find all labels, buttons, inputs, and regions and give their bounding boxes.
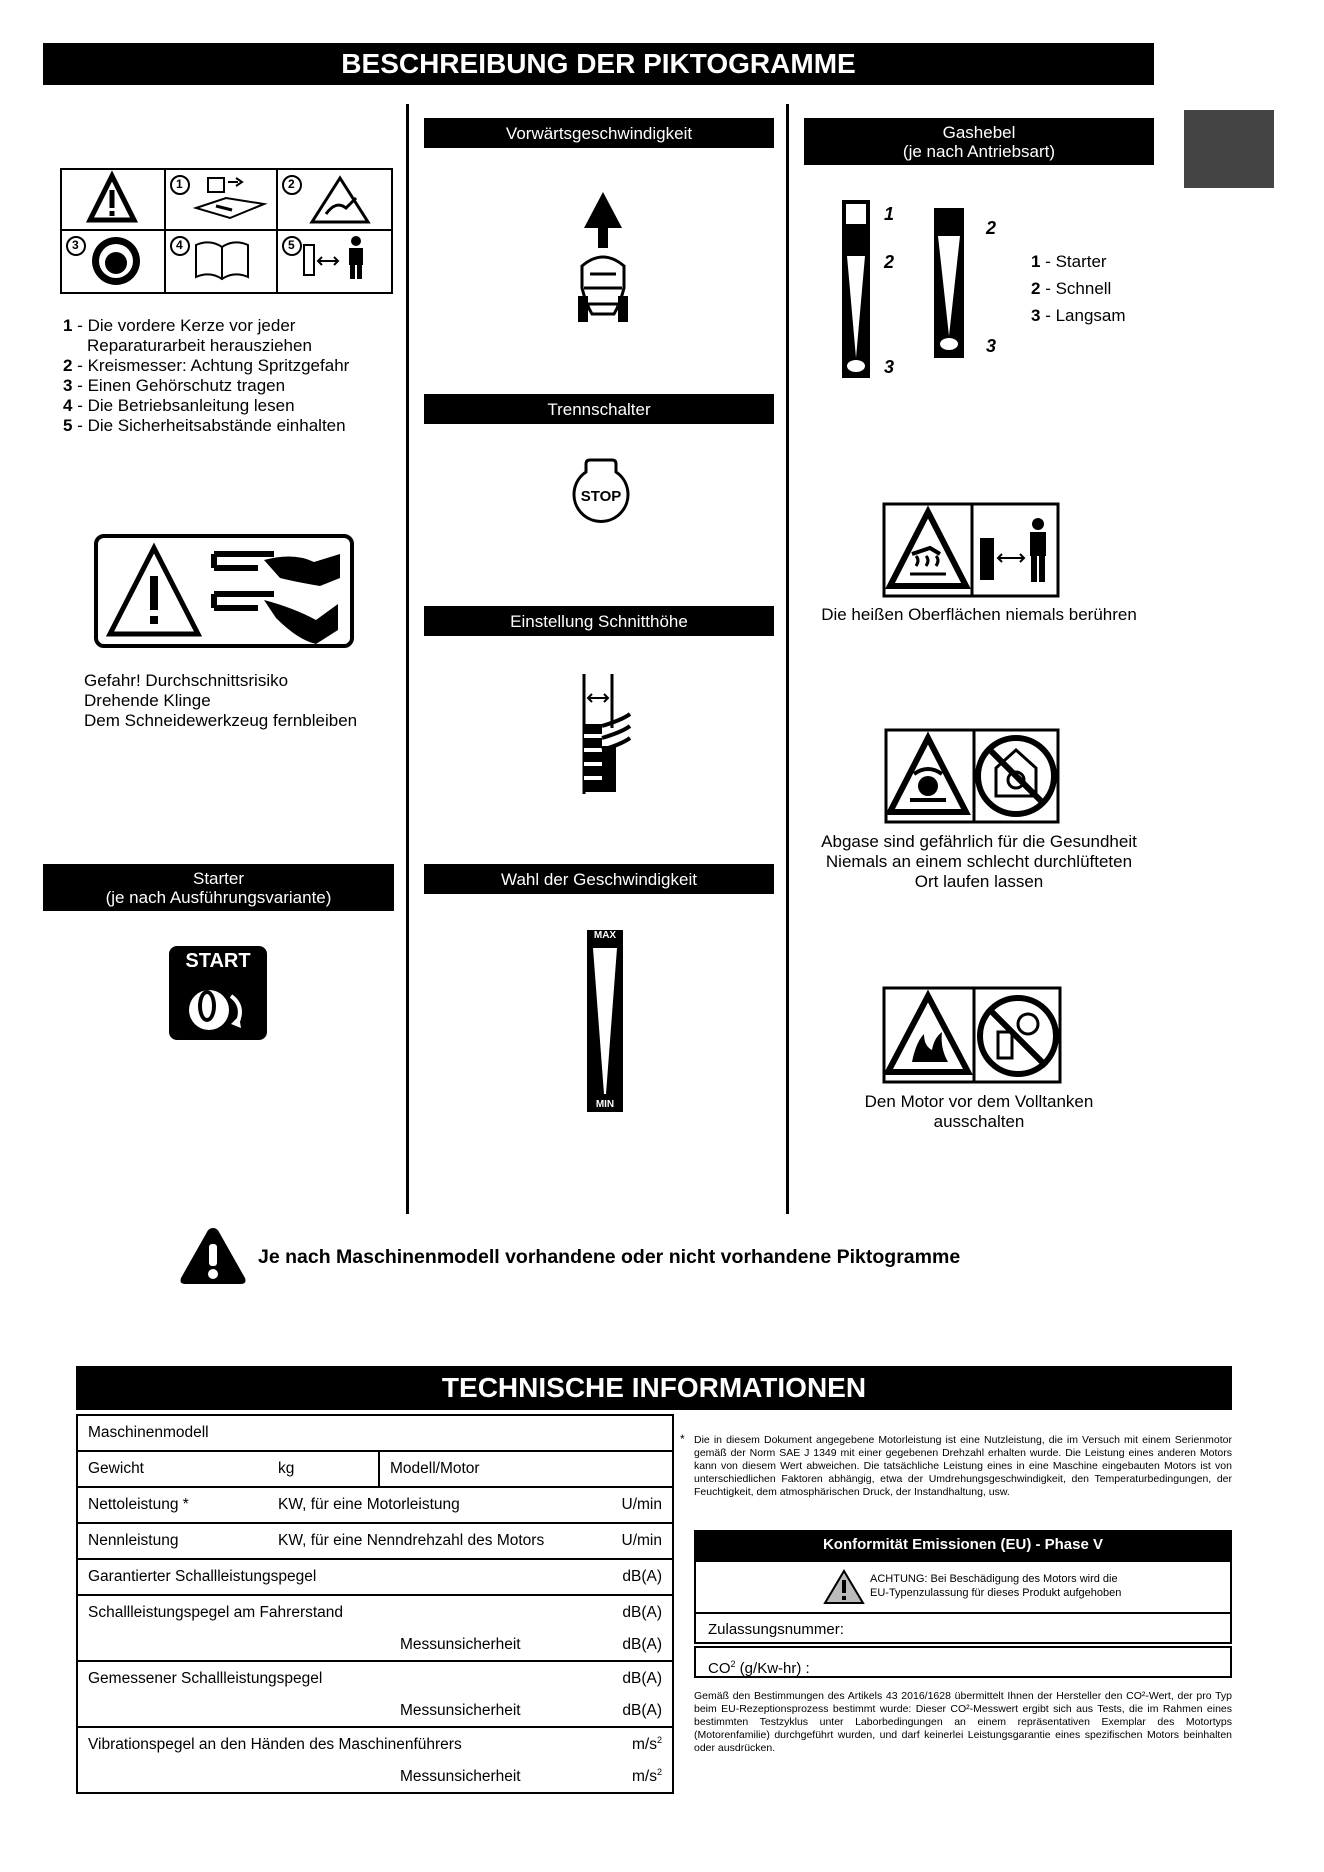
svg-text:1: 1: [884, 204, 895, 224]
svg-text:3: 3: [986, 336, 997, 356]
gauge-max-label: MAX: [593, 930, 617, 941]
blade-danger-icon: [94, 534, 354, 648]
stop-button-icon: [572, 458, 630, 526]
section-header-speed-select: Wahl der Geschwindigkeit: [424, 864, 774, 894]
attention-box: [694, 1560, 1232, 1614]
co2-field: $CO^2$ (g/Kw-hr) :: [694, 1646, 1232, 1678]
list-item: 3 - Einen Gehörschutz tragen: [63, 376, 286, 395]
driver-sound-label: Schallleistungspegel am Fahrerstand: [88, 1604, 344, 1621]
table-row: [77, 1661, 673, 1696]
column-divider-left: [406, 104, 409, 1214]
stop-label: STOP: [580, 488, 622, 505]
start-label: START: [185, 950, 251, 972]
attention-text: ACHTUNG: Bei Beschädigung des Motors wird die EU-Typenzulassung für dieses Produkt aufgehoben: [870, 1573, 1122, 1599]
refuel-caption: Den Motor vor dem Volltanken ausschalten: [864, 1092, 1094, 1131]
table-row: [77, 1415, 673, 1451]
rpm-unit: U/min: [621, 1496, 662, 1513]
rpm-unit: U/min: [621, 1532, 662, 1549]
safety-icon-grid: [60, 168, 393, 294]
blade-danger-caption: Gefahr! Durchschnittsrisiko Drehende Klinge Dem Schneidewerkzeug fernbleiben: [84, 671, 358, 730]
db-unit: dB(A): [622, 1568, 662, 1585]
icon-number: 4: [176, 238, 183, 252]
safety-icon-legend: [63, 316, 393, 436]
refuel-engine-off-icon: [882, 986, 1062, 1084]
section-header-forward-speed: Vorwärtsgeschwindigkeit: [424, 118, 774, 148]
table-row: [77, 1559, 673, 1595]
net-power-desc: KW, für eine Motorleistung: [278, 1496, 460, 1513]
table-row: [77, 1762, 673, 1793]
rated-power-label: Nennleistung: [88, 1532, 179, 1549]
spray-hazard-icon: [278, 170, 391, 231]
icon-number: 3: [72, 238, 79, 252]
db-unit: dB(A): [622, 1670, 662, 1687]
section-tab-marker: [1184, 110, 1274, 188]
uncertainty-label: Messunsicherheit: [400, 1702, 521, 1719]
vibration-label: Vibrationspegel an den Händen des Maschinenführers: [88, 1736, 462, 1753]
page-title: BESCHREIBUNG DER PIKTOGRAMME: [43, 43, 1154, 85]
table-row: [77, 1523, 673, 1559]
speed-gauge-icon: [587, 930, 623, 1112]
table-row: [77, 1451, 673, 1487]
hot-surface-caption: Die heißen Oberflächen niemals berühren: [821, 605, 1137, 624]
safety-distance-icon: [278, 231, 391, 292]
start-key-icon: [169, 946, 267, 1040]
vibration-unit: $m/s^2$: [632, 1767, 662, 1786]
uncertainty-label: Messunsicherheit: [400, 1636, 521, 1653]
emission-conformity-header: Konformität Emissionen (EU) - Phase V: [694, 1530, 1232, 1560]
hot-surface-icon: [882, 502, 1060, 598]
warning-triangle-icon: [178, 1224, 248, 1286]
rated-power-desc: KW, für eine Nenndrehzahl des Motors: [278, 1532, 545, 1549]
table-row: [77, 1727, 673, 1762]
footnote-asterisk: *: [680, 1432, 685, 1446]
db-unit: dB(A): [622, 1604, 662, 1621]
table-row: [77, 1630, 673, 1661]
section-header-cut-height: Einstellung Schnitthöhe: [424, 606, 774, 636]
exhaust-gas-icon: [884, 728, 1060, 824]
tech-spec-table: [76, 1414, 674, 1794]
forward-arrow-icon: [570, 188, 636, 328]
section-header-throttle: Gashebel (je nach Antriebsart): [804, 118, 1154, 165]
throttle-legend: [1031, 248, 1126, 329]
icon-number: 1: [176, 177, 183, 191]
spark-plug-manual-icon: [166, 170, 278, 231]
pictogram-availability-note: Je nach Maschinenmodell vorhandene oder nicht vorhandene Piktogramme: [258, 1246, 961, 1268]
list-item: 4 - Die Betriebsanleitung lesen: [63, 396, 295, 415]
approval-number-field: Zulassungsnummer:: [694, 1612, 1232, 1644]
list-item: 2 - Schnell: [1031, 279, 1112, 298]
list-item: 2 - Kreismesser: Achtung Spritzgefahr: [63, 356, 350, 375]
guaranteed-sound-label: Garantierter Schallleistungspegel: [88, 1568, 317, 1585]
icon-number: 2: [288, 177, 295, 191]
warning-triangle-icon: [822, 1568, 866, 1606]
column-divider-right: [786, 104, 789, 1214]
svg-text:2: 2: [986, 218, 997, 238]
gauge-min-label: MIN: [595, 1099, 615, 1110]
list-item: 1 - Starter: [1031, 252, 1107, 271]
exhaust-gas-caption: Abgase sind gefährlich für die Gesundheit Niemals an einem schlecht durchlüfteten Ort laufen lassen: [821, 832, 1137, 891]
table-row: [77, 1696, 673, 1727]
svg-text:3: 3: [884, 357, 895, 377]
model-motor-label: Modell/Motor: [379, 1451, 673, 1487]
warning-triangle-icon: [62, 170, 166, 231]
tech-info-title: TECHNISCHE INFORMATIONEN: [76, 1366, 1232, 1410]
db-unit: dB(A): [622, 1702, 662, 1719]
ear-protection-icon: [62, 231, 166, 292]
list-item: Reparaturarbeit herausziehen: [87, 336, 312, 355]
power-footnote: Die in diesem Dokument angegebene Motorleistung ist eine Nutzleistung, die im Versuch mit einem Serienmotor gemäß der Norm SAE J 1349 mit einer gegebenen Drehzahl erhalten wurde. Die Leistung eines anderen Motors kann von diesem Wert abweichen. Die tatsächliche Leistung eines in eine Maschine eingebauten Motors ist von unterschiedlichen Faktoren abhängig, etwa der Umdrehungsgeschwindigkeit, den Temperaturbedingungen, der Feuchtigkeit, dem atmosphärischen Druck, der Instandhaltung, usw.: [694, 1434, 1232, 1498]
cut-height-icon: [578, 674, 632, 794]
list-item: 1 - Die vordere Kerze vor jeder: [63, 316, 296, 335]
co2-regulation-text: Gemäß den Bestimmungen des Artikels 43 2016/1628 übermittelt Ihnen der Hersteller den CO²-Wert, der pro Typ beim EU-Rezeptionsprozess bestimmt wurde: Dieser CO²-Messwert ergibt sich aus Tests, die im Rahmen eines bestimmten Testzyklus unter Laborbedingungen an einem repräsentativen Exemplar des Motortyps (Motorenfamilie) durchgeführt wurden, und darf keinerlei Leistungsgarantie eines spezifischen Motors beinhalten oder ausdrücken.: [694, 1690, 1232, 1754]
vibration-unit: $m/s^2$: [632, 1735, 662, 1754]
measured-sound-label: Gemessener Schallleistungspegel: [88, 1670, 323, 1687]
machine-model-label: Maschinenmodell: [88, 1424, 209, 1441]
uncertainty-label: Messunsicherheit: [400, 1768, 521, 1785]
table-row: [77, 1487, 673, 1523]
table-row: [77, 1595, 673, 1630]
icon-number: 5: [288, 238, 295, 252]
section-header-disconnect: Trennschalter: [424, 394, 774, 424]
manual-book-icon: [166, 231, 278, 292]
throttle-gauges-icon: [838, 198, 1010, 382]
net-power-label: Nettoleistung *: [88, 1496, 189, 1513]
weight-label: Gewicht: [88, 1460, 144, 1477]
weight-unit: kg: [278, 1460, 295, 1477]
list-item: 5 - Die Sicherheitsabstände einhalten: [63, 416, 346, 435]
db-unit: dB(A): [622, 1636, 662, 1653]
section-header-starter: Starter (je nach Ausführungsvariante): [43, 864, 394, 911]
list-item: 3 - Langsam: [1031, 306, 1126, 325]
svg-text:2: 2: [884, 252, 895, 272]
